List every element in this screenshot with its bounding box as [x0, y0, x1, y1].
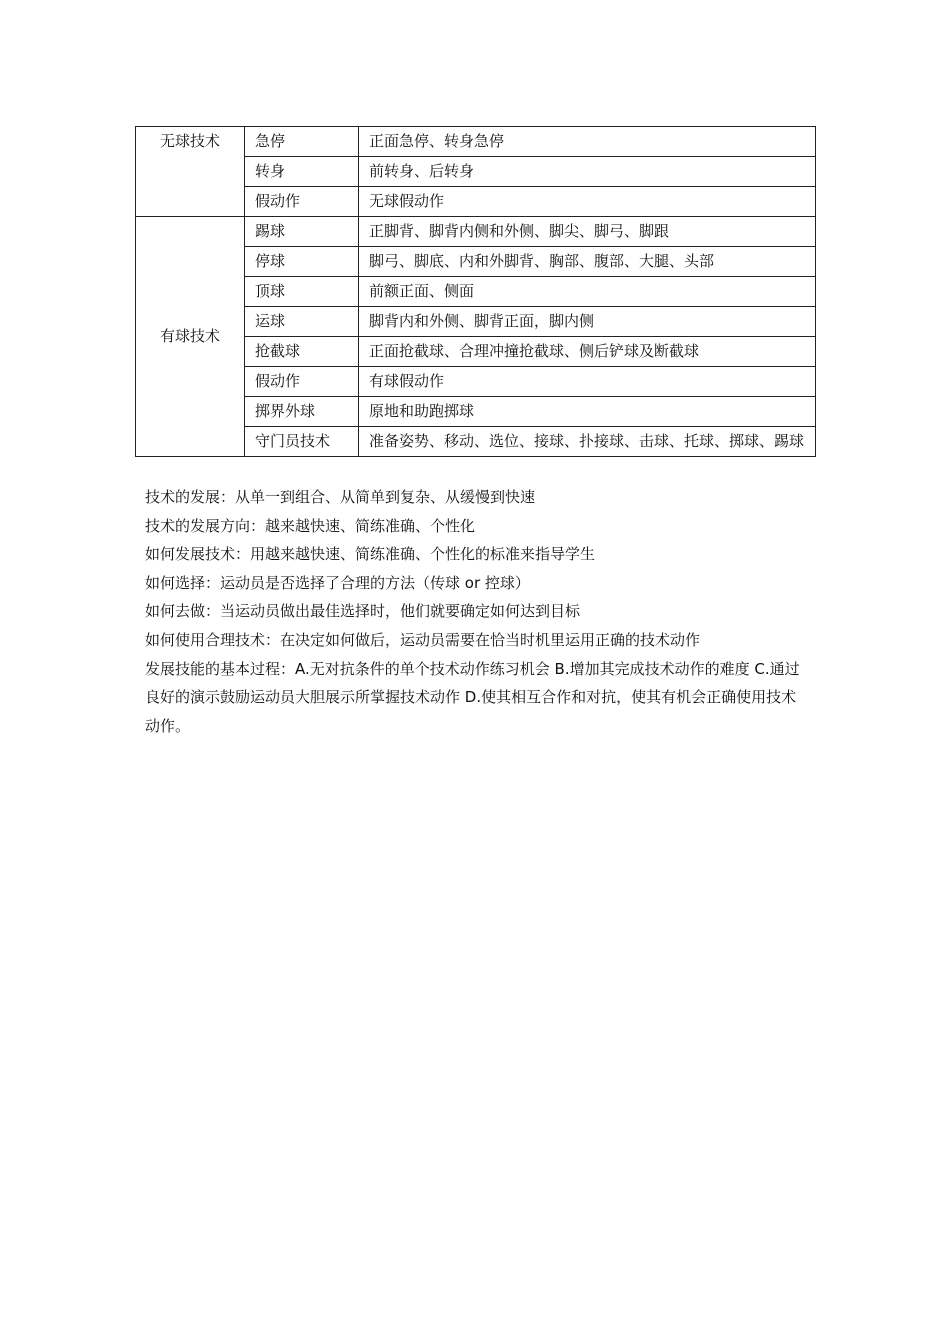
technique-detail: 脚弓、脚底、内和外脚背、胸部、腹部、大腿、头部 [359, 247, 816, 277]
technique-detail: 正面抢截球、合理冲撞抢截球、侧后铲球及断截球 [359, 337, 816, 367]
technique-detail: 前转身、后转身 [359, 157, 816, 187]
technique-detail: 有球假动作 [359, 367, 816, 397]
technique-item: 掷界外球 [245, 397, 359, 427]
table-row [136, 217, 816, 247]
technique-detail: 原地和助跑掷球 [359, 397, 816, 427]
group-label-no-ball: 无球技术 [136, 127, 245, 217]
paragraph-how-to-develop: 如何发展技术：用越来越快速、简练准确、个性化的标准来指导学生 [145, 545, 596, 564]
technique-table [135, 126, 816, 457]
technique-item: 运球 [245, 307, 359, 337]
group-label-with-ball: 有球技术 [136, 217, 245, 457]
technique-item: 停球 [245, 247, 359, 277]
technique-item: 踢球 [245, 217, 359, 247]
technique-detail: 前额正面、侧面 [359, 277, 816, 307]
paragraph-development-direction: 技术的发展方向：越来越快速、简练准确、个性化 [145, 516, 476, 535]
paragraph-how-to-use: 如何使用合理技术：在决定如何做后，运动员需要在恰当时机里运用正确的技术动作 [145, 630, 701, 649]
technique-item: 急停 [245, 127, 359, 157]
technique-item: 顶球 [245, 277, 359, 307]
paragraph-how-to-choose: 如何选择：运动员是否选择了合理的方法（传球 or 控球） [145, 573, 530, 592]
technique-item: 转身 [245, 157, 359, 187]
paragraph-tech-development: 技术的发展：从单一到组合、从简单到复杂、从缓慢到快速 [145, 488, 536, 506]
technique-item: 假动作 [245, 367, 359, 397]
technique-detail: 正面急停、转身急停 [359, 127, 816, 157]
technique-item: 守门员技术 [245, 427, 359, 457]
paragraph-how-to-do: 如何去做：当运动员做出最佳选择时，他们就要确定如何达到目标 [145, 602, 581, 621]
body-text [145, 483, 805, 740]
paragraph-basic-process: 发展技能的基本过程：A.无对抗条件的单个技术动作练习机会 B.增加其完成技术动作的难度 C.通过良好的演示鼓励运动员大胆展示所掌握技术动作 D.使其相互合作和对抗，使其有机会正确使用技术动作。 [145, 659, 800, 735]
technique-detail: 正脚背、脚背内侧和外侧、脚尖、脚弓、脚跟 [359, 217, 816, 247]
technique-detail: 脚背内和外侧、脚背正面，脚内侧 [359, 307, 816, 337]
technique-item: 抢截球 [245, 337, 359, 367]
table-row [136, 127, 816, 157]
technique-item: 假动作 [245, 187, 359, 217]
technique-detail: 无球假动作 [359, 187, 816, 217]
technique-detail: 准备姿势、移动、选位、接球、扑接球、击球、托球、掷球、踢球 [359, 427, 816, 457]
